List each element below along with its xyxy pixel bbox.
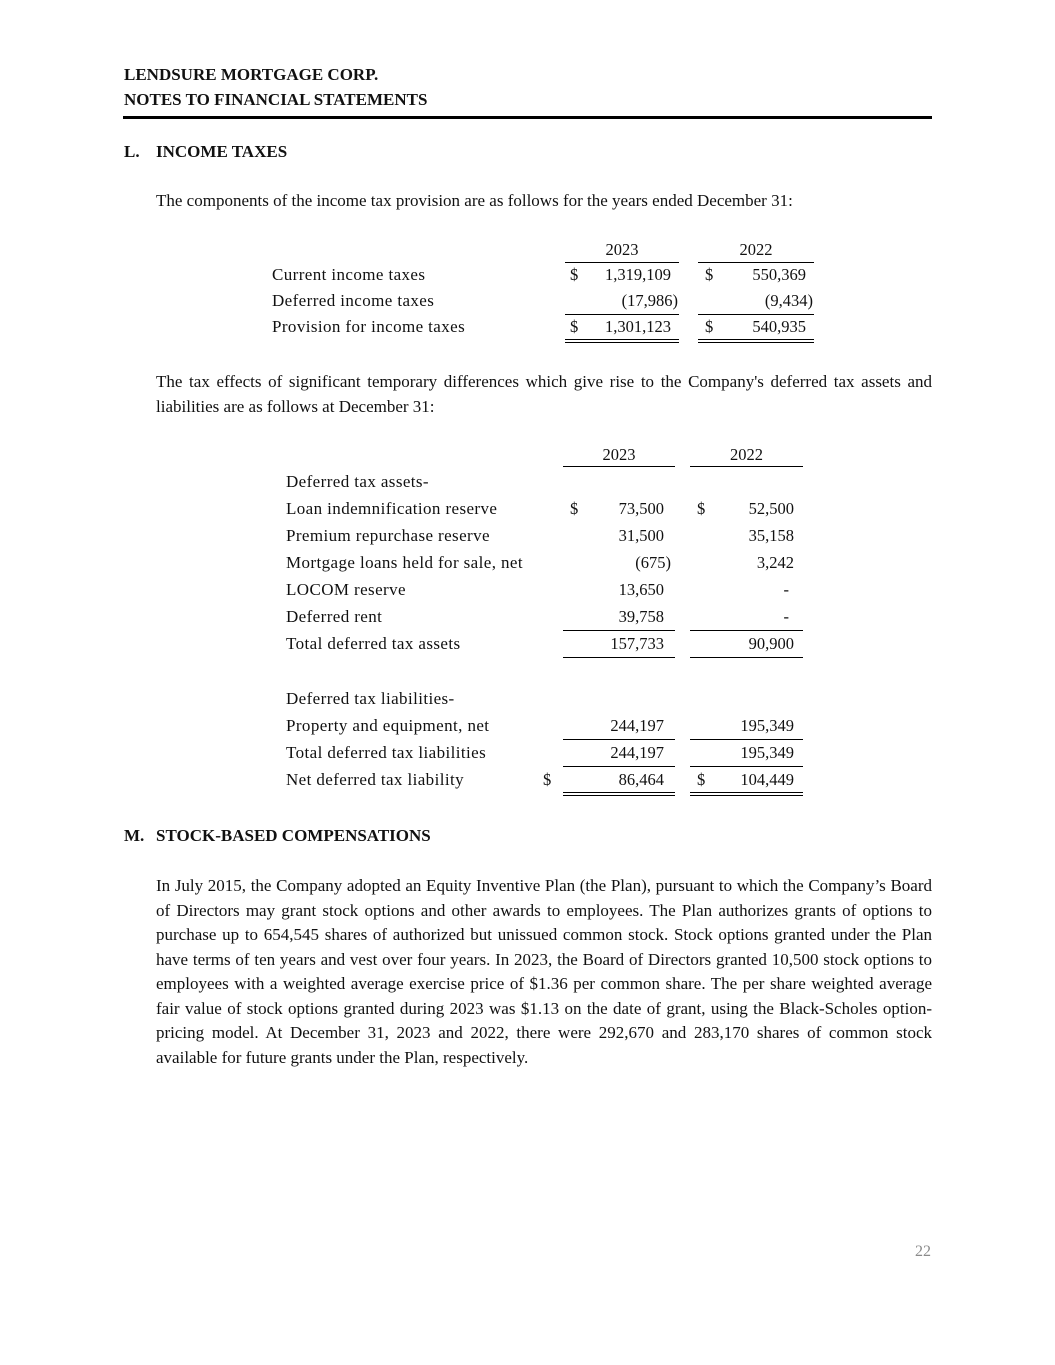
t1-value-2023: 1,319,109 [605, 265, 671, 284]
t2-total-assets-rule-2023 [563, 657, 675, 658]
t2-value-2022: 35,158 [748, 526, 794, 545]
section-l-title: INCOME TAXES [156, 142, 288, 161]
t1-currency-symbol: $ [570, 265, 579, 284]
t1-head-rule-2023 [565, 262, 679, 263]
t1-subtotal-rule-2022 [698, 314, 814, 315]
t2-row-label: Mortgage loans held for sale, net [286, 553, 523, 572]
t2-net-2022: 104,449 [740, 770, 794, 789]
t1-col-2022: 2022 [739, 240, 773, 259]
t2-row-label: LOCOM reserve [286, 580, 406, 599]
t2-row-label: Deferred rent [286, 607, 383, 626]
t2-total-liabilities-2023: 244,197 [610, 743, 664, 762]
t1-value-2023: 1,301,123 [605, 317, 671, 336]
t1-row-label: Current income taxes [272, 265, 426, 284]
t1-total-double-rule-2023 [565, 339, 679, 343]
t2-value-2022: 52,500 [748, 499, 794, 518]
t1-row-label: Provision for income taxes [272, 317, 466, 336]
t1-subtotal-rule-2023 [565, 314, 679, 315]
section-m-title: STOCK-BASED COMPENSATIONS [156, 826, 431, 845]
t2-value-2023: 31,500 [618, 526, 664, 545]
t2-total-liab-rule-2023 [563, 766, 675, 767]
header-rule [123, 116, 932, 119]
company-name: LENDSURE MORTGAGE CORP. [124, 65, 379, 84]
section-m-number: M. [124, 826, 145, 845]
t2-col-2022: 2022 [730, 445, 763, 464]
t1-row-label: Deferred income taxes [272, 291, 435, 310]
t2-value-2022: 3,242 [756, 553, 794, 572]
t2-col-2023: 2023 [602, 445, 636, 464]
page-number: 22 [915, 1243, 931, 1260]
t2-total-liabilities-label: Total deferred tax liabilities [286, 743, 487, 762]
t2-row-label: Property and equipment, net [286, 716, 490, 735]
t2-row-label: Loan indemnification reserve [286, 499, 498, 518]
t1-currency-symbol: $ [705, 317, 714, 336]
t2-value-2022: 195,349 [740, 716, 794, 735]
t2-total-liab-rule-2022 [690, 766, 803, 767]
t1-value-2022: 550,369 [752, 265, 806, 284]
t2-value-2023: 13,650 [618, 580, 664, 599]
t1-value-2022: 540,935 [752, 317, 806, 336]
t2-net-2023: 86,464 [618, 770, 664, 789]
t1-head-rule-2022 [698, 262, 814, 263]
t2-value-2023: 39,758 [618, 607, 664, 626]
t2-assets-subtotal-rule-2022 [690, 630, 803, 631]
t2-currency-symbol: $ [697, 770, 706, 789]
t2-net-double-rule-2022 [690, 792, 803, 796]
t2-assets-subtotal-rule-2023 [563, 630, 675, 631]
t2-head-rule-2022 [690, 466, 803, 467]
t2-assets-heading: Deferred tax assets- [286, 472, 429, 491]
t2-value-2023: 73,500 [618, 499, 664, 518]
t2-liab-subtotal-rule-2022 [690, 739, 803, 740]
t2-total-assets-rule-2022 [690, 657, 803, 658]
section-l-intro: The components of the income tax provision are as follows for the years ended December 31: [156, 191, 793, 210]
t2-total-assets-label: Total deferred tax assets [286, 634, 461, 653]
section-m-body: In July 2015, the Company adopted an Equity Inventive Plan (the Plan), pursuant to which the Company’s Board of Directors may grant stock options and other awards to employees. The Plan authorizes grants of options to purchase up to 654,545 shares of authorized but unissued common stock. Stock options granted under the Plan have terms of ten years and vest over four years. In 2023, the Board of Directors granted 10,500 stock options to employees with a weighted average exercise price of $1.36 per common share. The per share weighted average fair value of stock options granted during 2023 was $1.13 on the date of grant, using the Black-Scholes option-pricing model. At December 31, 2023 and 2022, there were 292,670 and 283,170 shares of common stock available for future grants under the Plan, respectively. [156, 876, 932, 1067]
t2-net-double-rule-2023 [563, 792, 675, 796]
t1-currency-symbol: $ [705, 265, 714, 284]
section-m-heading [124, 826, 431, 846]
section-l-heading [124, 142, 287, 162]
t2-total-liabilities-2022: 195,349 [740, 743, 794, 762]
t1-value-2023: (17,986) [621, 291, 678, 310]
t1-currency-symbol: $ [570, 317, 579, 336]
t2-total-assets-2023: 157,733 [610, 634, 664, 653]
t2-currency-symbol: $ [543, 770, 552, 789]
t2-net-label: Net deferred tax liability [286, 770, 464, 789]
t1-value-2022: (9,434) [764, 291, 813, 310]
section-l-intro2: The tax effects of significant temporary differences which give rise to the Company's deferred tax assets and liabilities are as follows at December 31: [156, 372, 932, 416]
t2-value-2023: (675) [635, 553, 671, 572]
t2-value-2022: - [783, 607, 789, 626]
t2-total-assets-2022: 90,900 [748, 634, 794, 653]
t2-head-rule-2023 [563, 466, 675, 467]
t1-col-2023: 2023 [605, 240, 639, 259]
t1-total-double-rule-2022 [698, 339, 814, 343]
t2-value-2022: - [783, 580, 789, 599]
t2-value-2023: 244,197 [610, 716, 664, 735]
t2-currency-symbol: $ [570, 499, 579, 518]
document-subtitle: NOTES TO FINANCIAL STATEMENTS [124, 90, 428, 109]
t2-liab-subtotal-rule-2023 [563, 739, 675, 740]
section-l-number: L. [124, 142, 140, 161]
t2-currency-symbol: $ [697, 499, 706, 518]
t2-liabilities-heading: Deferred tax liabilities- [286, 689, 455, 708]
t2-row-label: Premium repurchase reserve [286, 526, 490, 545]
